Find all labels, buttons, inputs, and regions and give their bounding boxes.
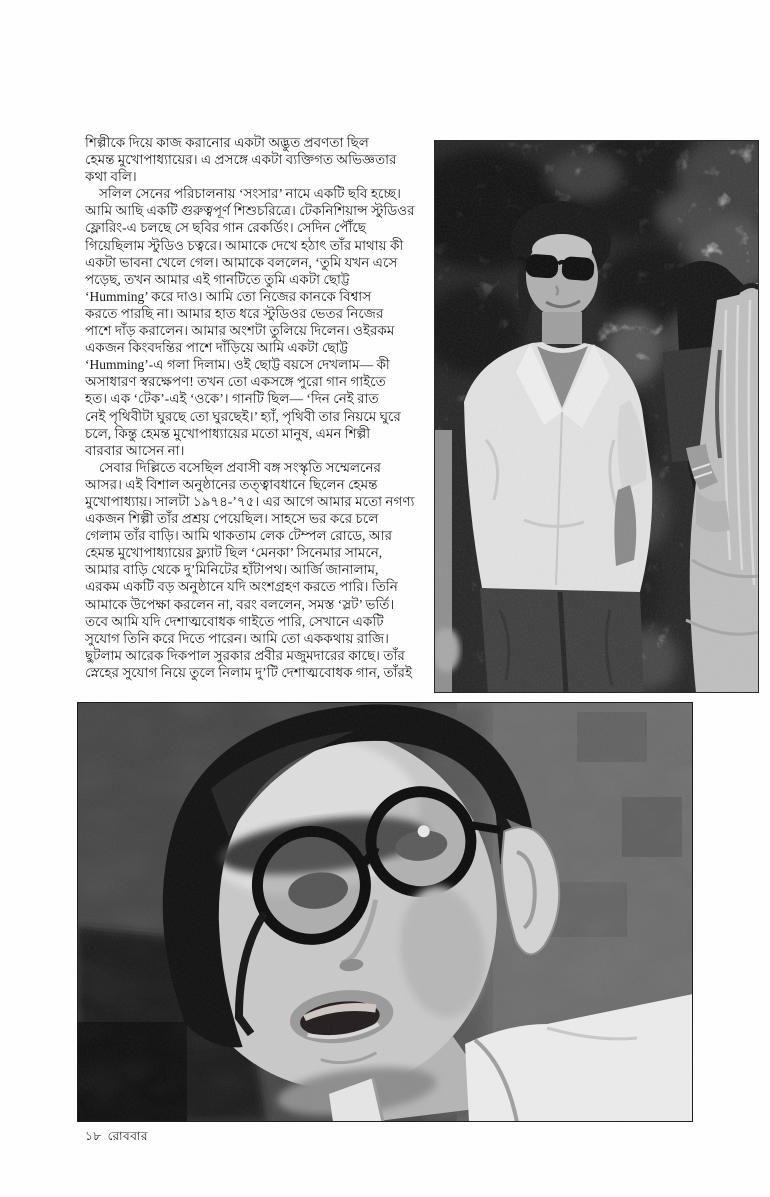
photo-closeup-singer-art [77, 702, 693, 1122]
text-line: স্নেহের সুযোগ নিয়ে তুলে নিলাম দু’টি দেশাত্মবোধক গান, তাঁরই [85, 664, 412, 680]
text-line: ফ্লোরিং-এ চলছে সে ছবির গান রেকর্ডিং। সেদিন পৌঁছে [85, 220, 366, 236]
text-line: তবে আমি যদি দেশাত্মবোধক গাইতে পারি, সেখানে একটি [85, 613, 384, 629]
text-line: হেমন্ত মুখোপাধ্যায়ের ফ্ল্যাট ছিল ‘মেনকা’ সিনেমার সামনে, [85, 545, 383, 561]
photo-closeup-singer [77, 702, 693, 1122]
text-line: আমার বাড়ি থেকে দু’মিনিটের হাঁটাপথ। আর্জি জানালাম, [85, 562, 379, 578]
photo-outdoor-couple [434, 140, 759, 693]
text-line: করতে পারছি না। আমার হাত ধরে স্টুডিওর ভেতর নিজের [85, 305, 384, 321]
text-line: সুযোগ তিনি করে দিতে পারেন। আমি তো এককথায় রাজি। [85, 630, 389, 646]
text-line: হেমন্ত মুখোপাধ্যায়ের। এ প্রসঙ্গে একটা ব্যক্তিগত অভিজ্ঞতার [85, 152, 397, 168]
text-line: এরকম একটি বড় অনুষ্ঠানে যদি অংশগ্রহণ করতে পারি। তিনি [85, 579, 398, 595]
photo-outdoor-couple-art [434, 140, 759, 693]
text-line: ‘Humming’ করে দাও। আমি তো নিজের কানকে বিশ্বাস [85, 288, 372, 304]
text-line: একজন কিংবদন্তির পাশে দাঁড়িয়ে আমি একটা ছোট্ট [85, 340, 348, 356]
text-line: পাশে দাঁড় করালেন। আমার অংশটা তুলিয়ে দিলেন। ওইরকম [85, 323, 395, 339]
text-line: ‘Humming’-এ গলা দিলাম। ওই ছোট্ট বয়সে দেখলাম— কী [85, 357, 390, 373]
magazine-title: রোববার [107, 1129, 148, 1143]
text-line: বারবার আসেন না। [85, 442, 185, 458]
text-line: গিয়েছিলাম স্টুডিও চত্বরে। আমাকে দেখে হঠাৎ তাঁর মাথায় কী [85, 237, 404, 253]
text-line: কথা বলি। [85, 169, 137, 185]
text-line: গেলাম তাঁর বাড়ি। আমি থাকতাম লেক টেম্পল রোডে, আর [85, 528, 393, 544]
text-line: একটা ভাবনা খেলে গেল। আমাকে বললেন, ‘তুমি যখন এসে [85, 254, 398, 270]
text-line: ছুটলাম আরেক দিকপাল সুরকার প্রবীর মজুমদারের কাছে। তাঁর [85, 647, 405, 663]
text-line: পড়েছ, তখন আমার এই গানটিতে তুমি একটা ছোট্ট [85, 271, 350, 287]
page-footer [85, 1128, 154, 1148]
text-line: চলে, কিন্তু হেমন্ত মুখোপাধ্যায়ের মতো মানুষ, এমন শিল্পী [85, 425, 371, 441]
text-line: মুখোপাধ্যায়। সালটা ১৯৭৪-’৭৫। এর আগে আমার মতো নগণ্য [85, 493, 415, 509]
text-line: আসর। এই বিশাল অনুষ্ঠানের তত্ত্বাবধানে ছিলেন হেমন্ত [85, 476, 378, 492]
text-line: সেবার দিল্লিতে বসেছিল প্রবাসী বঙ্গ সংস্কৃতি সম্মেলনের [99, 459, 381, 475]
text-line: হত। এক ‘টেক’-এই ‘ওকে’। গানটি ছিল— ‘দিন নেই রাত [85, 391, 379, 407]
text-line: সলিল সেনের পরিচালনায় ‘সংসার’ নামে একটি ছবি হচ্ছে। [99, 186, 401, 202]
text-line: আমি আছি একটি গুরুত্বপূর্ণ শিশুচরিত্রে। টেকনিশিয়ান্স স্টুডিওর [85, 203, 415, 219]
text-line: শিল্পীকে দিয়ে কাজ করানোর একটা অদ্ভুত প্রবণতা ছিল [85, 135, 369, 150]
text-line: অসাধারণ স্বরক্ষেপণ! তখন তো একসঙ্গে পুরো গান গাইতে [85, 374, 386, 390]
text-line: আমাকে উপেক্ষা করলেন না, বরং বললেন, সমস্ত ‘স্লট’ ভর্তি। [85, 596, 395, 612]
text-line: নেই পৃথিবীটা ঘুরছে তো ঘুরছেই।’ হ্যাঁ, পৃথিবী তার নিয়মে ঘুরে [85, 408, 401, 424]
article-body [85, 134, 435, 686]
page-number: ১৮ [85, 1129, 102, 1143]
text-line: একজন শিল্পী তাঁর প্রশ্রয় পেয়েছিল। সাহসে ভর করে চলে [85, 511, 379, 527]
